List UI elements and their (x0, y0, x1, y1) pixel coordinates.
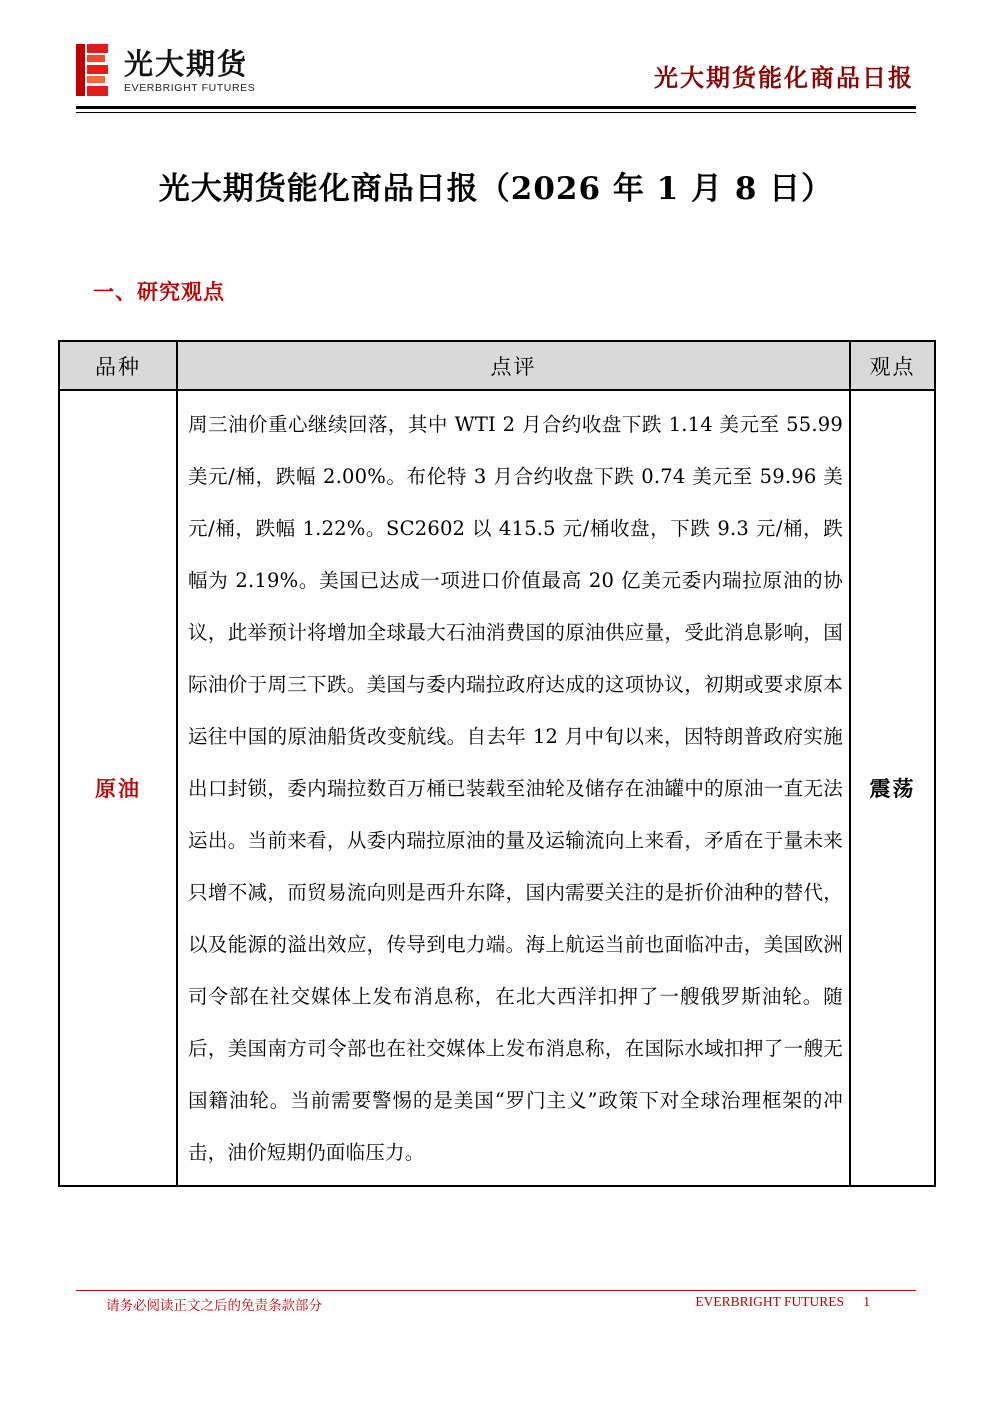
footer-divider (76, 1290, 916, 1291)
product-cell: 原油 (59, 390, 177, 1186)
header-view: 观点 (850, 341, 935, 390)
everbright-logo-icon (76, 42, 110, 98)
comment-cell (177, 390, 850, 1186)
comment-text: 周三油价重心继续回落，其中 WTI 2 月合约收盘下跌 1.14 美元至 55.99 美元/桶，跌幅 2.00%。布伦特 3 月合约收盘下跌 0.74 美元至 59.96 美元/桶，跌幅 1.22%。SC2602 以 415.5 元/桶收盘，下跌 9.3 元/桶，跌幅为 2.19%。美国已达成一项进口价值最高 20 亿美元委内瑞拉原油的协议，此举预计将增加全球最大石油消费国的原油供应量，受此消息影响，国际油价于周三下跌。美国与委内瑞拉政府达成的这项协议，初期或要求原本运往中国的原油船货改变航线。自去年 12 月中旬以来，因特朗普政府实施出口封锁，委内瑞拉数百万桶已装载至油轮及储存在油罐中的原油一直无法运出。当前来看，从委内瑞拉原油的量及运输流向上来看，矛盾在于量未来只增不减，而贸易流向则是西升东降，国内需要关注的是折价油种的替代，以及能源的溢出效应，传导到电力端。海上航运当前也面临冲击，美国欧洲司令部在社交媒体上发布消息称，在北大西洋扣押了一艘俄罗斯油轮。随后，美国南方司令部也在社交媒体上发布消息称，在国际水域扣押了一艘无国籍油轮。当前需要警惕的是美国“罗门主义”政策下对全球治理框架的冲击，油价短期仍面临压力。 (188, 413, 843, 1164)
research-view-table (58, 340, 936, 1187)
view-cell: 震荡 (850, 390, 935, 1186)
logo-chinese-name: 光大期货 (124, 47, 249, 81)
report-name-header: 光大期货能化商品日报 (654, 63, 914, 92)
page-number: 1 (863, 1294, 870, 1309)
table-header-row (59, 341, 935, 390)
footer-brand: EVERBRIGHT FUTURES (695, 1294, 844, 1309)
company-logo (76, 42, 286, 98)
logo-english-name: EVERBRIGHT FUTURES (124, 82, 256, 94)
table-row (59, 390, 935, 1186)
header-divider-thick (76, 106, 916, 109)
section-heading: 一、研究观点 (93, 279, 225, 304)
header-product: 品种 (59, 341, 177, 390)
document-title: 光大期货能化商品日报（2026 年 1 月 8 日） (158, 171, 834, 207)
header-comment: 点评 (177, 341, 850, 390)
footer-disclaimer: 请务必阅读正文之后的免责条款部分 (106, 1298, 322, 1314)
header-divider-thin (76, 112, 916, 113)
